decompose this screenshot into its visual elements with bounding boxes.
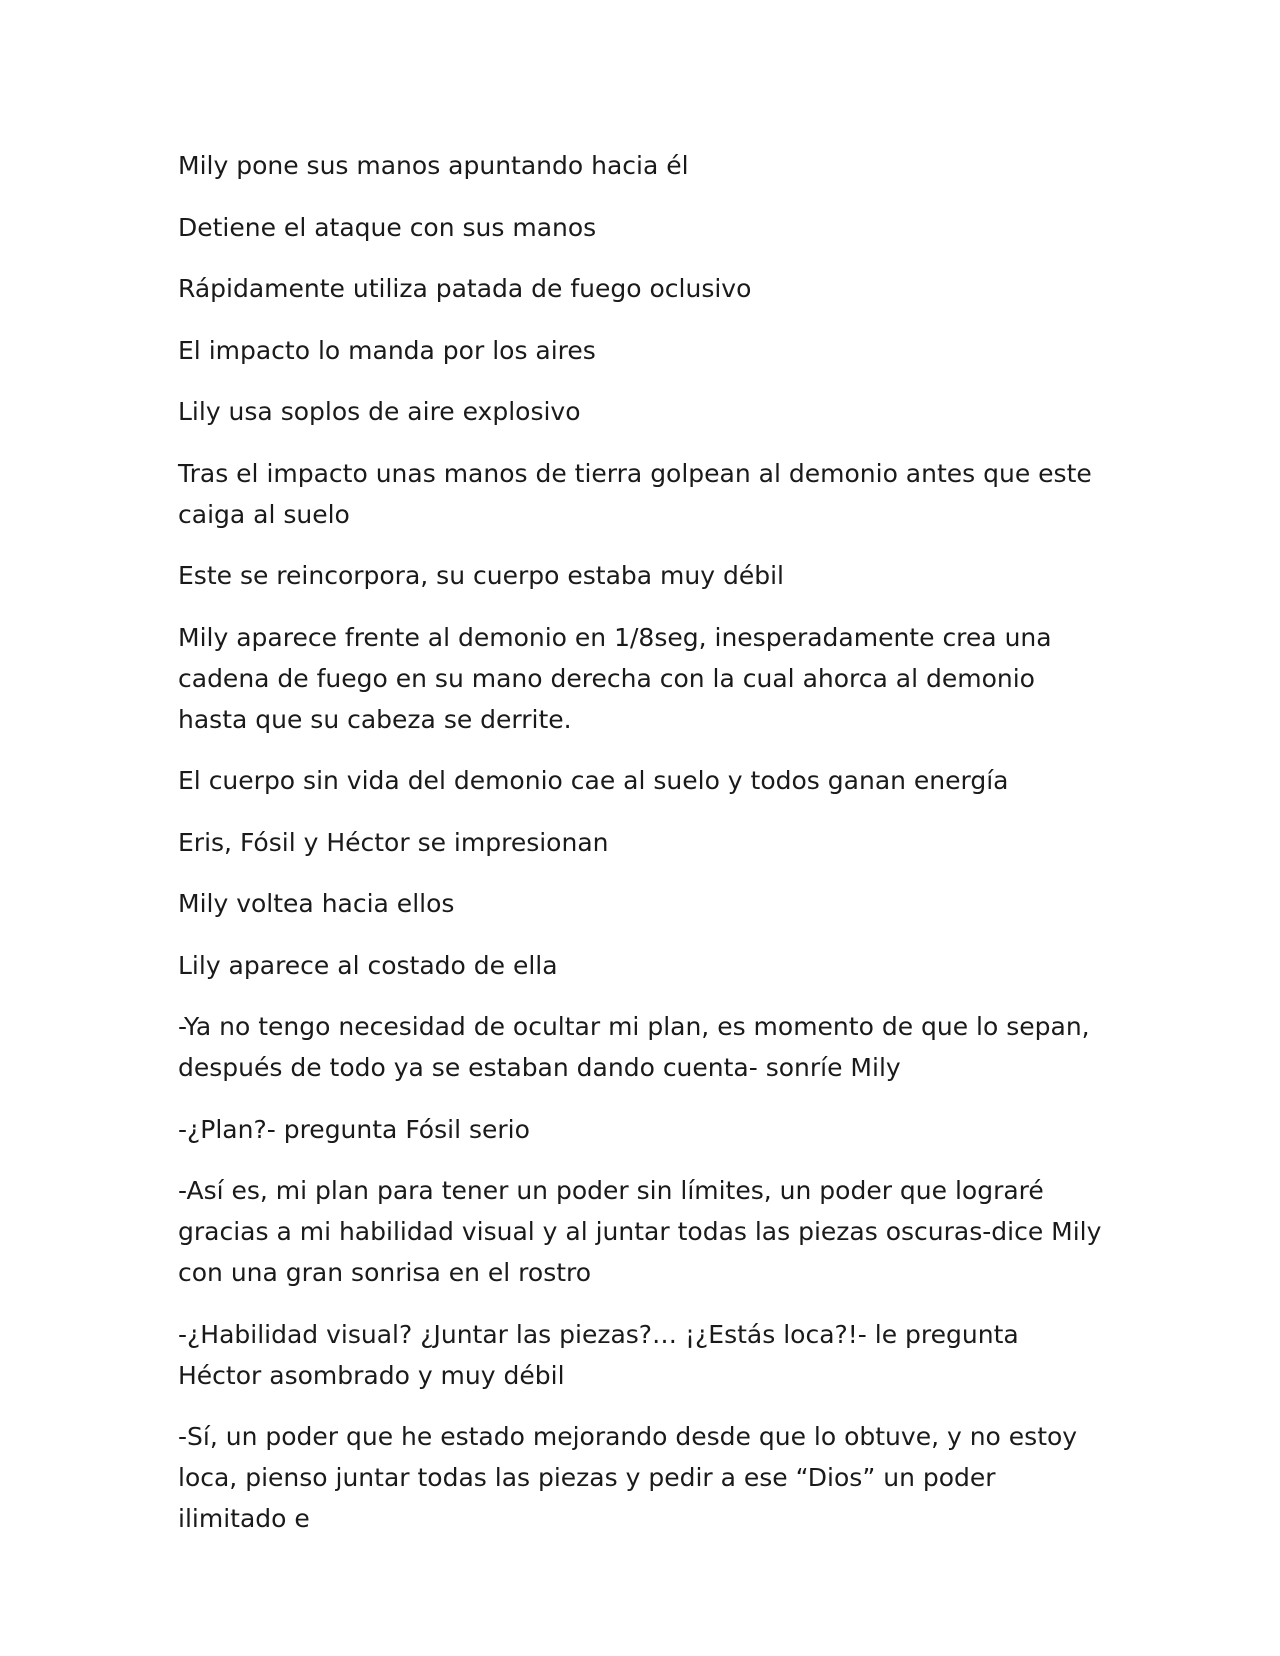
- paragraph: Rápidamente utiliza patada de fuego oclusivo: [178, 274, 752, 303]
- paragraph: Mily pone sus manos apuntando hacia él: [178, 151, 689, 180]
- paragraph: Tras el impacto unas manos de tierra golpean al demonio antes que este caiga al suelo: [178, 458, 1092, 529]
- paragraph: -¿Plan?- pregunta Fósil serio: [178, 1114, 530, 1144]
- paragraph: Eris, Fósil y Héctor se impresionan: [178, 827, 609, 857]
- paragraph: Este se reincorpora, su cuerpo estaba muy débil: [178, 561, 784, 590]
- paragraph: Lily usa soplos de aire explosivo: [178, 397, 581, 426]
- paragraph: El impacto lo manda por los aires: [178, 335, 596, 365]
- paragraph: -Ya no tengo necesidad de ocultar mi plan, es momento de que lo sepan, después de todo ya se estaban dando cuenta- sonríe Mily: [178, 1012, 1090, 1082]
- paragraph: -¿Habilidad visual? ¿Juntar las piezas?… ¡¿Estás loca?!- le pregunta Héctor asombrado y muy débil: [178, 1319, 1019, 1390]
- paragraph: Lily aparece al costado de ella: [178, 950, 558, 980]
- paragraph: El cuerpo sin vida del demonio cae al suelo y todos ganan energía: [178, 766, 1009, 795]
- paragraph: Mily aparece frente al demonio en 1/8seg, inesperadamente crea una cadena de fuego en su mano derecha con la cual ahorca al demonio hasta que su cabeza se derrite.: [178, 622, 1052, 734]
- paragraph: -Así es, mi plan para tener un poder sin límites, un poder que lograré gracias a mi habilidad visual y al juntar todas las piezas oscuras-dice Mily con una gran sonrisa en el rostro: [178, 1176, 1102, 1287]
- document-body: [178, 145, 1108, 1560]
- paragraph: Mily voltea hacia ellos: [178, 889, 455, 918]
- paragraph: Detiene el ataque con sus manos: [178, 212, 597, 242]
- paragraph: -Sí, un poder que he estado mejorando desde que lo obtuve, y no estoy loca, pienso juntar todas las piezas y pedir a ese “Dios” un poder ilimitado e: [178, 1422, 1078, 1533]
